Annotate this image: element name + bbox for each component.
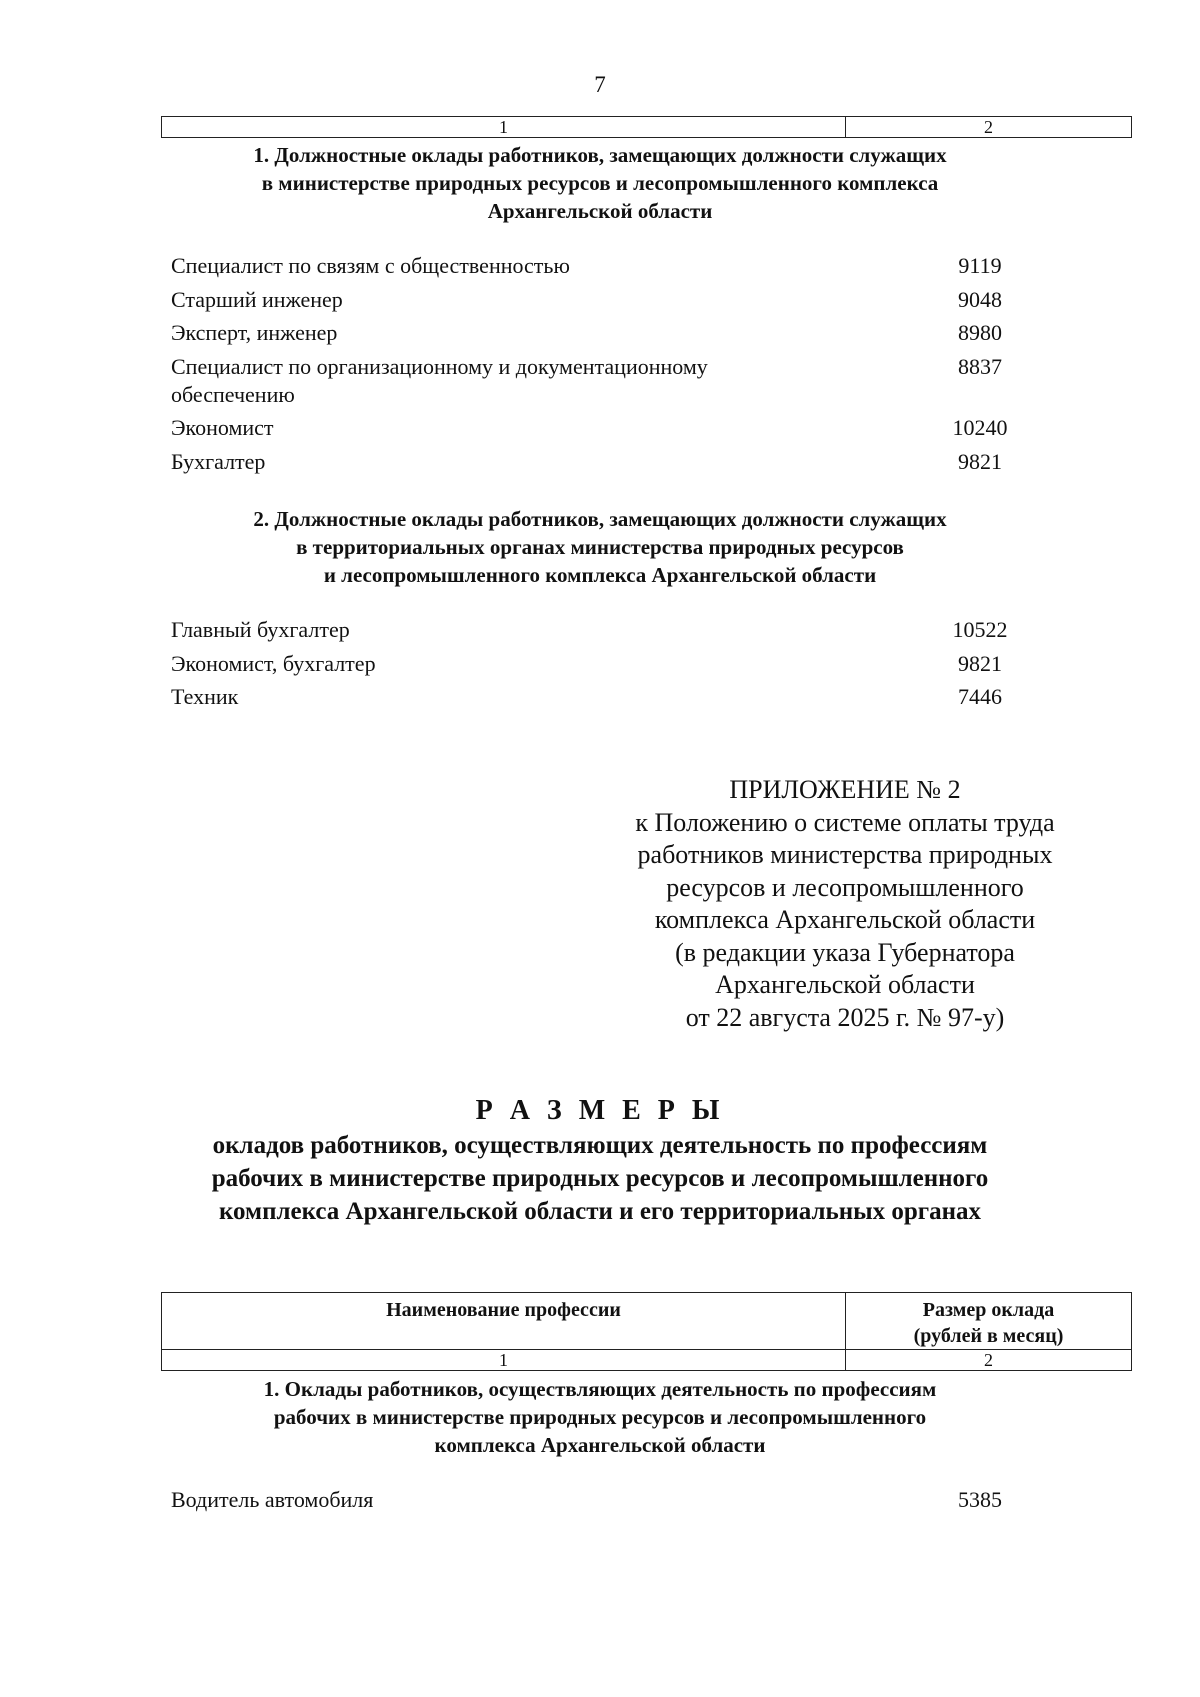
column-number-header (161, 116, 1132, 138)
section-2-title (0, 505, 1200, 589)
salary-value: 9048 (958, 287, 1002, 312)
salary-value: 10240 (952, 415, 1008, 440)
column-number-1: 1 (162, 1350, 846, 1371)
page-number: 7 (594, 72, 606, 97)
appendix-heading: ПРИЛОЖЕНИЕ № 2 (729, 775, 961, 804)
section-1-title-line: в министерстве природных ресурсов и лесопромышленного комплекса (261, 171, 939, 195)
position-name: Экономист, бухгалтер (171, 651, 376, 676)
position-name: Главный бухгалтер (171, 617, 350, 642)
section-3-title-line: 1. Оклады работников, осуществляющих деятельность по профессиям (263, 1377, 937, 1401)
section-1-title-line: Архангельской области (487, 199, 713, 223)
appendix-block (600, 774, 1090, 1034)
salary-value: 9821 (958, 449, 1002, 474)
salary-value: 8980 (958, 320, 1002, 345)
position-name: Специалист по организационному и документационному обеспечению (171, 354, 708, 407)
salary-value: 8837 (958, 354, 1002, 379)
position-name: Специалист по связям с общественностью (171, 253, 570, 278)
salary-row (0, 319, 1200, 349)
appendix-line: комплекса Архангельской области (654, 905, 1036, 934)
appendix-line: Архангельской области (715, 970, 975, 999)
position-name: Экономист (171, 415, 274, 440)
salary-row (0, 286, 1200, 316)
position-name: Старший инженер (171, 287, 343, 312)
salary-row (0, 353, 1200, 413)
salary-value: 7446 (958, 684, 1002, 709)
section-2-title-line: 2. Должностные оклады работников, замещающих должности служащих (253, 507, 947, 531)
column-number-2: 2 (846, 1350, 1132, 1371)
salary-value: 9821 (958, 651, 1002, 676)
salary-row (0, 683, 1200, 713)
section-1-title-line: 1. Должностные оклады работников, замещающих должности служащих (253, 143, 947, 167)
profession-table-header (161, 1292, 1132, 1371)
sizes-subtitle-line: рабочих в министерстве природных ресурсов и лесопромышленного (211, 1165, 989, 1192)
salary-size-header-line: (рублей в месяц) (913, 1325, 1064, 1347)
sizes-subtitle-line: окладов работников, осуществляющих деятельность по профессиям (212, 1132, 988, 1159)
sizes-title: Р А З М Е Р Ы (475, 1095, 725, 1126)
appendix-line: (в редакции указа Губернатора (675, 937, 1015, 967)
position-name: Техник (171, 684, 239, 709)
salary-row (0, 414, 1200, 444)
salary-size-header (846, 1293, 1132, 1350)
position-name: Бухгалтер (171, 449, 266, 474)
profession-name-header: Наименование профессии (162, 1293, 846, 1350)
salary-value: 5385 (958, 1487, 1002, 1512)
section-1-title (0, 141, 1200, 225)
sizes-subtitle (0, 1129, 1200, 1228)
appendix-line: работников министерства природных (637, 840, 1053, 869)
salary-value: 9119 (958, 253, 1002, 278)
column-number-2: 2 (846, 117, 1132, 138)
salary-row (0, 448, 1200, 478)
column-number-1: 1 (162, 117, 846, 138)
salary-row (0, 1486, 1200, 1516)
position-name: Эксперт, инженер (171, 320, 338, 345)
salary-row (0, 650, 1200, 680)
appendix-line: ресурсов и лесопромышленного (666, 872, 1024, 902)
salary-row (0, 616, 1200, 646)
section-2-title-line: и лесопромышленного комплекса Архангельской области (323, 563, 877, 587)
appendix-line: к Положению о системе оплаты труда (635, 807, 1055, 837)
section-3-title (0, 1375, 1200, 1459)
section-3-title-line: рабочих в министерстве природных ресурсов и лесопромышленного (273, 1405, 927, 1429)
salary-size-header-line: Размер оклада (922, 1299, 1055, 1321)
salary-value: 10522 (952, 617, 1008, 642)
appendix-line: от 22 августа 2025 г. № 97-у) (685, 1002, 1005, 1032)
position-name: Водитель автомобиля (171, 1487, 374, 1512)
sizes-subtitle-line: комплекса Архангельской области и его территориальных органах (218, 1198, 982, 1225)
section-2-title-line: в территориальных органах министерства природных ресурсов (296, 535, 904, 559)
section-3-title-line: комплекса Архангельской области (434, 1433, 766, 1457)
salary-row (0, 252, 1200, 282)
